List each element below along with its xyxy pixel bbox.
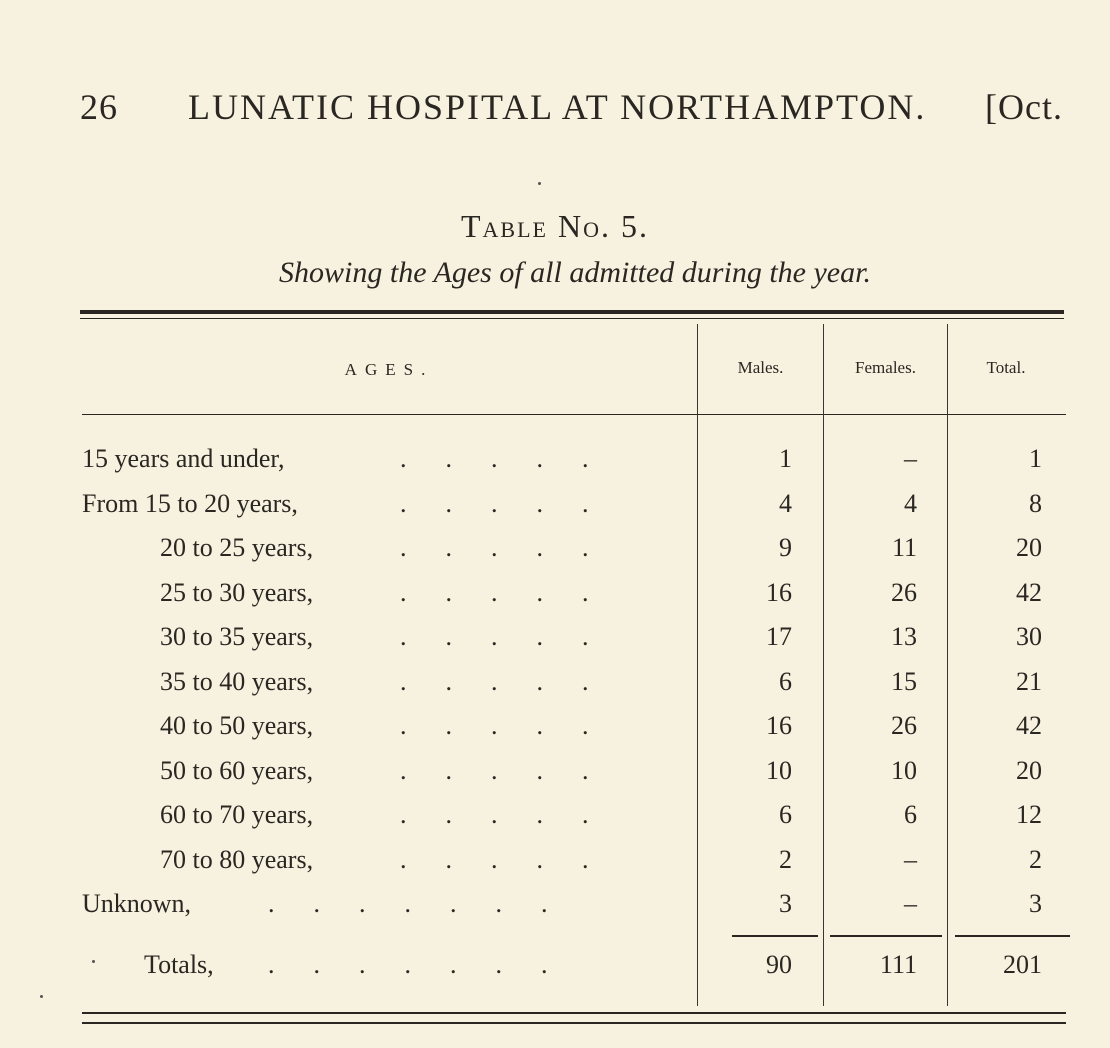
dot-leader: . . . . . bbox=[400, 533, 589, 562]
totals-label: Totals, bbox=[144, 950, 214, 979]
row-label: From 15 to 20 years, bbox=[82, 489, 298, 518]
cell-males: 17 bbox=[766, 622, 792, 651]
cell-females: 26 bbox=[891, 711, 917, 740]
cell-females: 13 bbox=[891, 622, 917, 651]
dot-leader: . . . . . bbox=[400, 756, 589, 785]
dot-leader: . . . . . bbox=[400, 711, 589, 740]
row-label: 30 to 35 years, bbox=[160, 622, 314, 651]
header-females: Females. bbox=[855, 358, 916, 377]
cell-females: 26 bbox=[891, 578, 917, 607]
sum-rule bbox=[830, 935, 942, 937]
table-subtitle: Showing the Ages of all admitted during the year. bbox=[279, 256, 871, 289]
running-title: LUNATIC HOSPITAL AT NORTHAMPTON. bbox=[188, 87, 927, 127]
header-males: Males. bbox=[737, 358, 784, 377]
top-rule-thin bbox=[80, 318, 1064, 319]
dot-leader: . . . . . . . bbox=[268, 889, 548, 918]
cell-total: 42 bbox=[1016, 578, 1042, 607]
cell-males: 6 bbox=[779, 667, 792, 696]
totals-row bbox=[0, 950, 1110, 994]
dot-leader: . . . . . bbox=[400, 800, 589, 829]
total-males: 90 bbox=[766, 950, 792, 979]
cell-females: – bbox=[904, 889, 917, 918]
row-label: 60 to 70 years, bbox=[160, 800, 314, 829]
cell-females: 11 bbox=[891, 533, 917, 562]
table-row bbox=[0, 533, 1110, 577]
cell-males: 16 bbox=[766, 711, 792, 740]
total-all: 201 bbox=[1003, 950, 1042, 979]
bottom-rule bbox=[82, 1012, 1066, 1014]
cell-females: 4 bbox=[904, 489, 917, 518]
cell-total: 42 bbox=[1016, 711, 1042, 740]
row-label: 50 to 60 years, bbox=[160, 756, 314, 785]
top-rule-thick bbox=[80, 310, 1064, 314]
dot-leader: . . . . . bbox=[400, 622, 589, 651]
cell-total: 30 bbox=[1016, 622, 1042, 651]
running-date: [Oct. bbox=[985, 87, 1063, 127]
dot-leader: . . . . . bbox=[400, 444, 589, 473]
table-row bbox=[0, 756, 1110, 800]
page-header bbox=[0, 0, 1110, 160]
dot-leader: . . . . . bbox=[400, 578, 589, 607]
cell-total: 8 bbox=[1029, 489, 1042, 518]
dot-leader: . . . . . bbox=[400, 667, 589, 696]
print-speck bbox=[538, 182, 541, 185]
cell-males: 10 bbox=[766, 756, 792, 785]
row-label: 35 to 40 years, bbox=[160, 667, 314, 696]
sum-rule bbox=[732, 935, 818, 937]
table-row bbox=[0, 800, 1110, 844]
table-row bbox=[0, 889, 1110, 933]
cell-males: 4 bbox=[779, 489, 792, 518]
total-females: 111 bbox=[879, 950, 917, 979]
cell-males: 6 bbox=[779, 800, 792, 829]
table-title: Table No. 5. bbox=[461, 208, 649, 244]
cell-females: 15 bbox=[891, 667, 917, 696]
cell-males: 3 bbox=[779, 889, 792, 918]
sum-rule bbox=[955, 935, 1070, 937]
table-row bbox=[0, 578, 1110, 622]
row-label: 40 to 50 years, bbox=[160, 711, 314, 740]
cell-total: 1 bbox=[1029, 444, 1042, 473]
table-row bbox=[0, 489, 1110, 533]
cell-males: 16 bbox=[766, 578, 792, 607]
cell-females: – bbox=[904, 845, 917, 874]
cell-total: 12 bbox=[1016, 800, 1042, 829]
cell-females: 10 bbox=[891, 756, 917, 785]
table-row bbox=[0, 622, 1110, 666]
dot-leader: . . . . . . . bbox=[268, 950, 548, 979]
row-label: 25 to 30 years, bbox=[160, 578, 314, 607]
bottom-rule bbox=[82, 1022, 1066, 1024]
table-row bbox=[0, 711, 1110, 755]
table-row bbox=[0, 845, 1110, 889]
header-rule bbox=[82, 414, 1066, 415]
row-label: 70 to 80 years, bbox=[160, 845, 314, 874]
cell-total: 20 bbox=[1016, 756, 1042, 785]
page-number: 26 bbox=[80, 87, 118, 127]
cell-total: 2 bbox=[1029, 845, 1042, 874]
row-label: 20 to 25 years, bbox=[160, 533, 314, 562]
dot-leader: . . . . . bbox=[400, 845, 589, 874]
dot-leader: . . . . . bbox=[400, 489, 589, 518]
table-row bbox=[0, 444, 1110, 488]
cell-males: 2 bbox=[779, 845, 792, 874]
cell-females: – bbox=[904, 444, 917, 473]
cell-total: 3 bbox=[1029, 889, 1042, 918]
cell-total: 20 bbox=[1016, 533, 1042, 562]
print-speck bbox=[40, 995, 43, 998]
header-ages: AGES. bbox=[344, 360, 434, 379]
cell-females: 6 bbox=[904, 800, 917, 829]
cell-males: 1 bbox=[779, 444, 792, 473]
row-label: Unknown, bbox=[82, 889, 192, 918]
row-label: 15 years and under, bbox=[82, 444, 285, 473]
table-row bbox=[0, 667, 1110, 711]
header-total: Total. bbox=[986, 358, 1026, 377]
cell-total: 21 bbox=[1016, 667, 1042, 696]
cell-males: 9 bbox=[779, 533, 792, 562]
